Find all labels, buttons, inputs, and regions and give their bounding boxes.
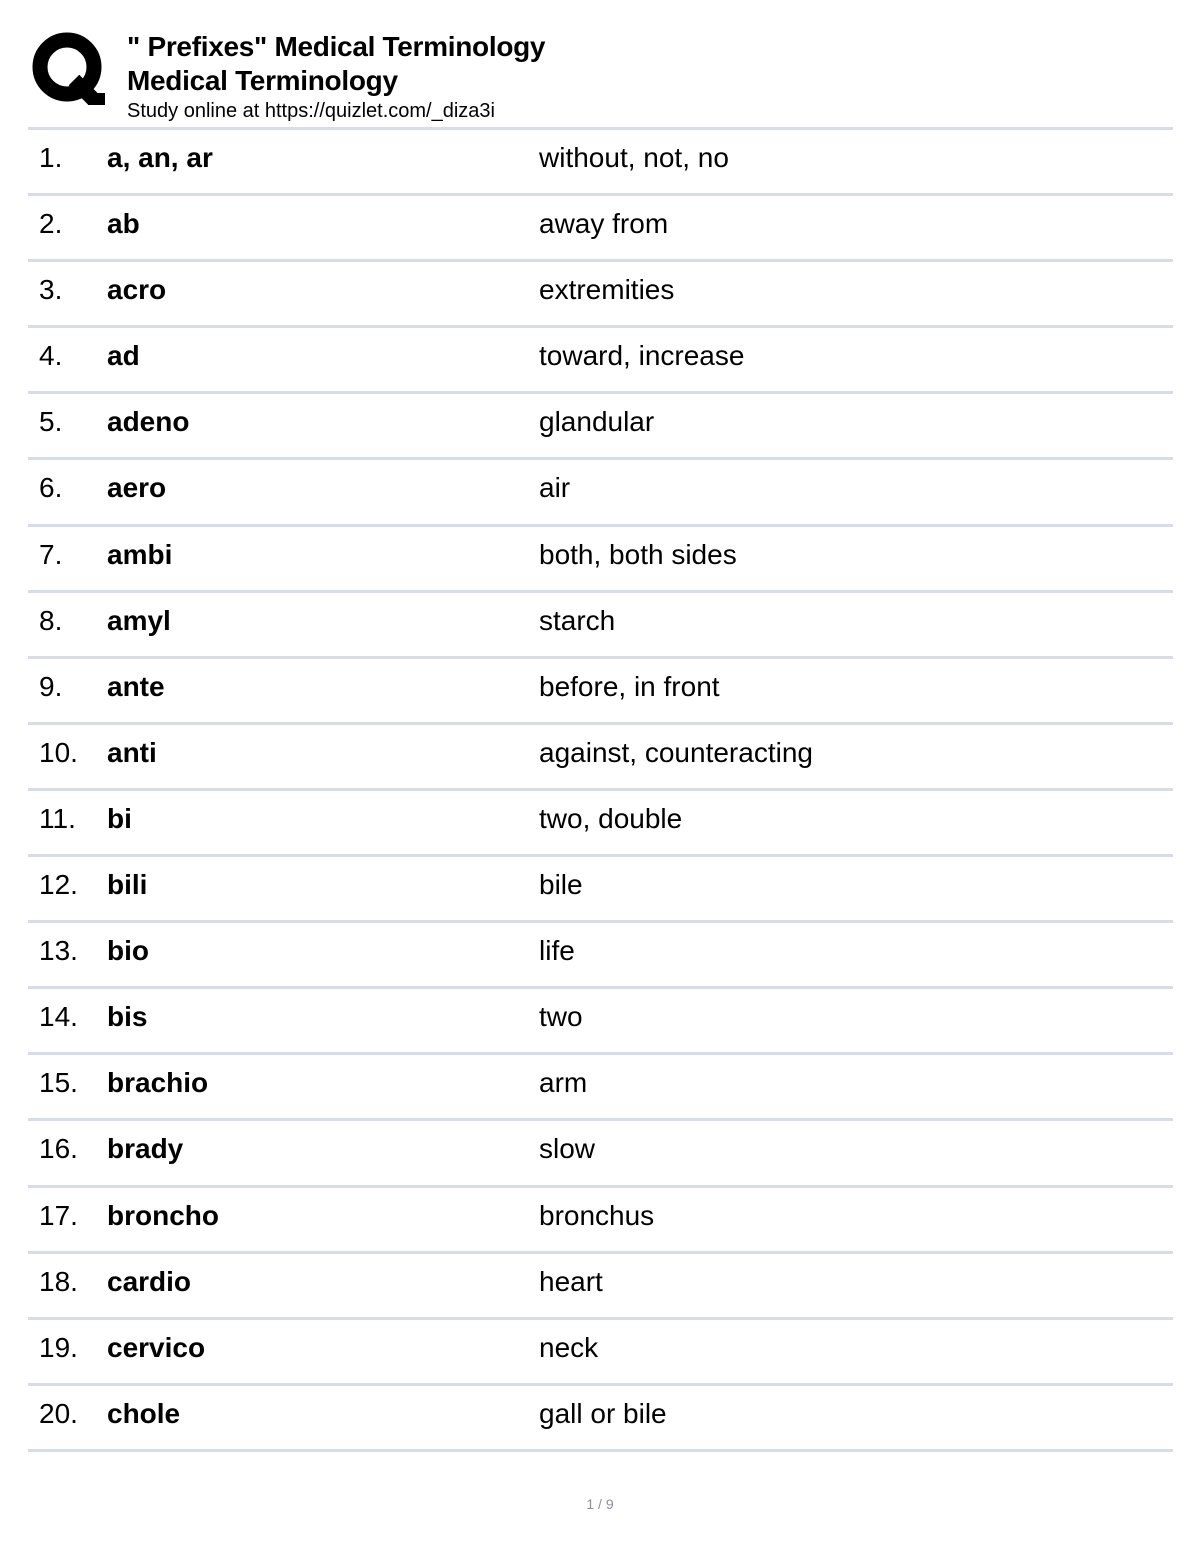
card-definition: bile — [539, 869, 583, 901]
card-number: 12. — [39, 869, 78, 901]
card-definition: heart — [539, 1265, 603, 1297]
card-number: 11. — [39, 802, 76, 834]
card-number: 1. — [39, 142, 63, 173]
card-definition: glandular — [539, 406, 655, 438]
card-number: 5. — [39, 406, 63, 438]
flashcard-row — [28, 923, 1173, 989]
card-number: 2. — [39, 208, 63, 240]
card-term: ante — [107, 670, 165, 702]
flashcard-row — [28, 659, 1173, 725]
card-definition: bronchus — [539, 1199, 655, 1231]
card-term: brachio — [107, 1067, 209, 1099]
flashcard-row — [28, 1386, 1173, 1452]
card-number: 17. — [39, 1199, 78, 1231]
flashcard-row — [28, 1320, 1173, 1386]
card-number: 3. — [39, 274, 63, 306]
flashcard-row — [28, 1254, 1173, 1320]
card-term: amyl — [107, 604, 171, 636]
card-term: bili — [107, 869, 148, 901]
flashcard-row — [28, 989, 1173, 1055]
document-header — [0, 0, 1200, 128]
flashcard-row — [28, 527, 1173, 593]
card-number: 15. — [39, 1067, 78, 1099]
card-number: 20. — [39, 1397, 78, 1429]
card-definition: starch — [539, 604, 616, 636]
card-number: 4. — [39, 340, 63, 372]
card-number: 10. — [39, 736, 78, 768]
card-term: cervico — [107, 1331, 206, 1363]
flashcard-row — [28, 593, 1173, 659]
card-definition: life — [539, 935, 575, 967]
card-definition: away from — [539, 208, 669, 240]
card-term: bis — [107, 1001, 148, 1033]
card-term: chole — [107, 1397, 181, 1429]
flashcard-row — [28, 394, 1173, 460]
card-term: ab — [107, 208, 140, 240]
document-subtitle: Medical Terminology — [127, 65, 398, 96]
card-term: ad — [107, 340, 140, 372]
card-definition: extremities — [539, 274, 675, 306]
page-number: 1 / 9 — [586, 1496, 614, 1512]
card-term: brady — [107, 1133, 184, 1165]
card-term: anti — [107, 736, 157, 768]
card-definition: both, both sides — [539, 538, 737, 570]
card-number: 19. — [39, 1331, 78, 1363]
card-term: bi — [107, 802, 132, 834]
document-title: " Prefixes" Medical Terminology — [127, 31, 546, 62]
flashcard-list — [28, 130, 1173, 1452]
card-number: 9. — [39, 670, 63, 702]
flashcard-row — [28, 857, 1173, 923]
card-term: broncho — [107, 1199, 219, 1231]
card-definition: gall or bile — [539, 1397, 667, 1429]
flashcard-row — [28, 196, 1173, 262]
card-definition: slow — [539, 1133, 596, 1165]
card-definition: without, not, no — [539, 142, 729, 173]
card-definition: air — [539, 472, 571, 504]
card-term: aero — [107, 472, 167, 504]
card-term: acro — [107, 274, 167, 306]
card-number: 7. — [39, 538, 63, 570]
card-definition: two — [539, 1001, 583, 1033]
card-term: adeno — [107, 406, 190, 438]
study-online-link[interactable]: Study online at https://quizlet.com/_diza3i — [127, 100, 495, 122]
card-definition: neck — [539, 1331, 599, 1363]
flashcard-row — [28, 725, 1173, 791]
card-term: ambi — [107, 538, 173, 570]
flashcard-row — [28, 262, 1173, 328]
card-number: 6. — [39, 472, 63, 504]
card-number: 14. — [39, 1001, 78, 1033]
card-definition: before, in front — [539, 670, 720, 702]
card-term: cardio — [107, 1265, 192, 1297]
card-term: bio — [107, 935, 149, 967]
quizlet-logo-icon — [30, 30, 108, 108]
card-number: 13. — [39, 935, 78, 967]
card-number: 18. — [39, 1265, 78, 1297]
flashcard-row — [28, 328, 1173, 394]
card-definition: against, counteracting — [539, 736, 813, 768]
flashcard-row — [28, 1055, 1173, 1121]
card-number: 16. — [39, 1133, 78, 1165]
flashcard-row — [28, 130, 1173, 196]
card-term: a, an, ar — [107, 142, 213, 173]
card-definition: two, double — [539, 802, 683, 834]
flashcard-row — [28, 1121, 1173, 1187]
card-definition: toward, increase — [539, 340, 745, 372]
flashcard-row — [28, 1188, 1173, 1254]
card-number: 8. — [39, 604, 63, 636]
card-definition: arm — [539, 1067, 588, 1099]
flashcard-row — [28, 460, 1173, 526]
flashcard-row — [28, 791, 1173, 857]
